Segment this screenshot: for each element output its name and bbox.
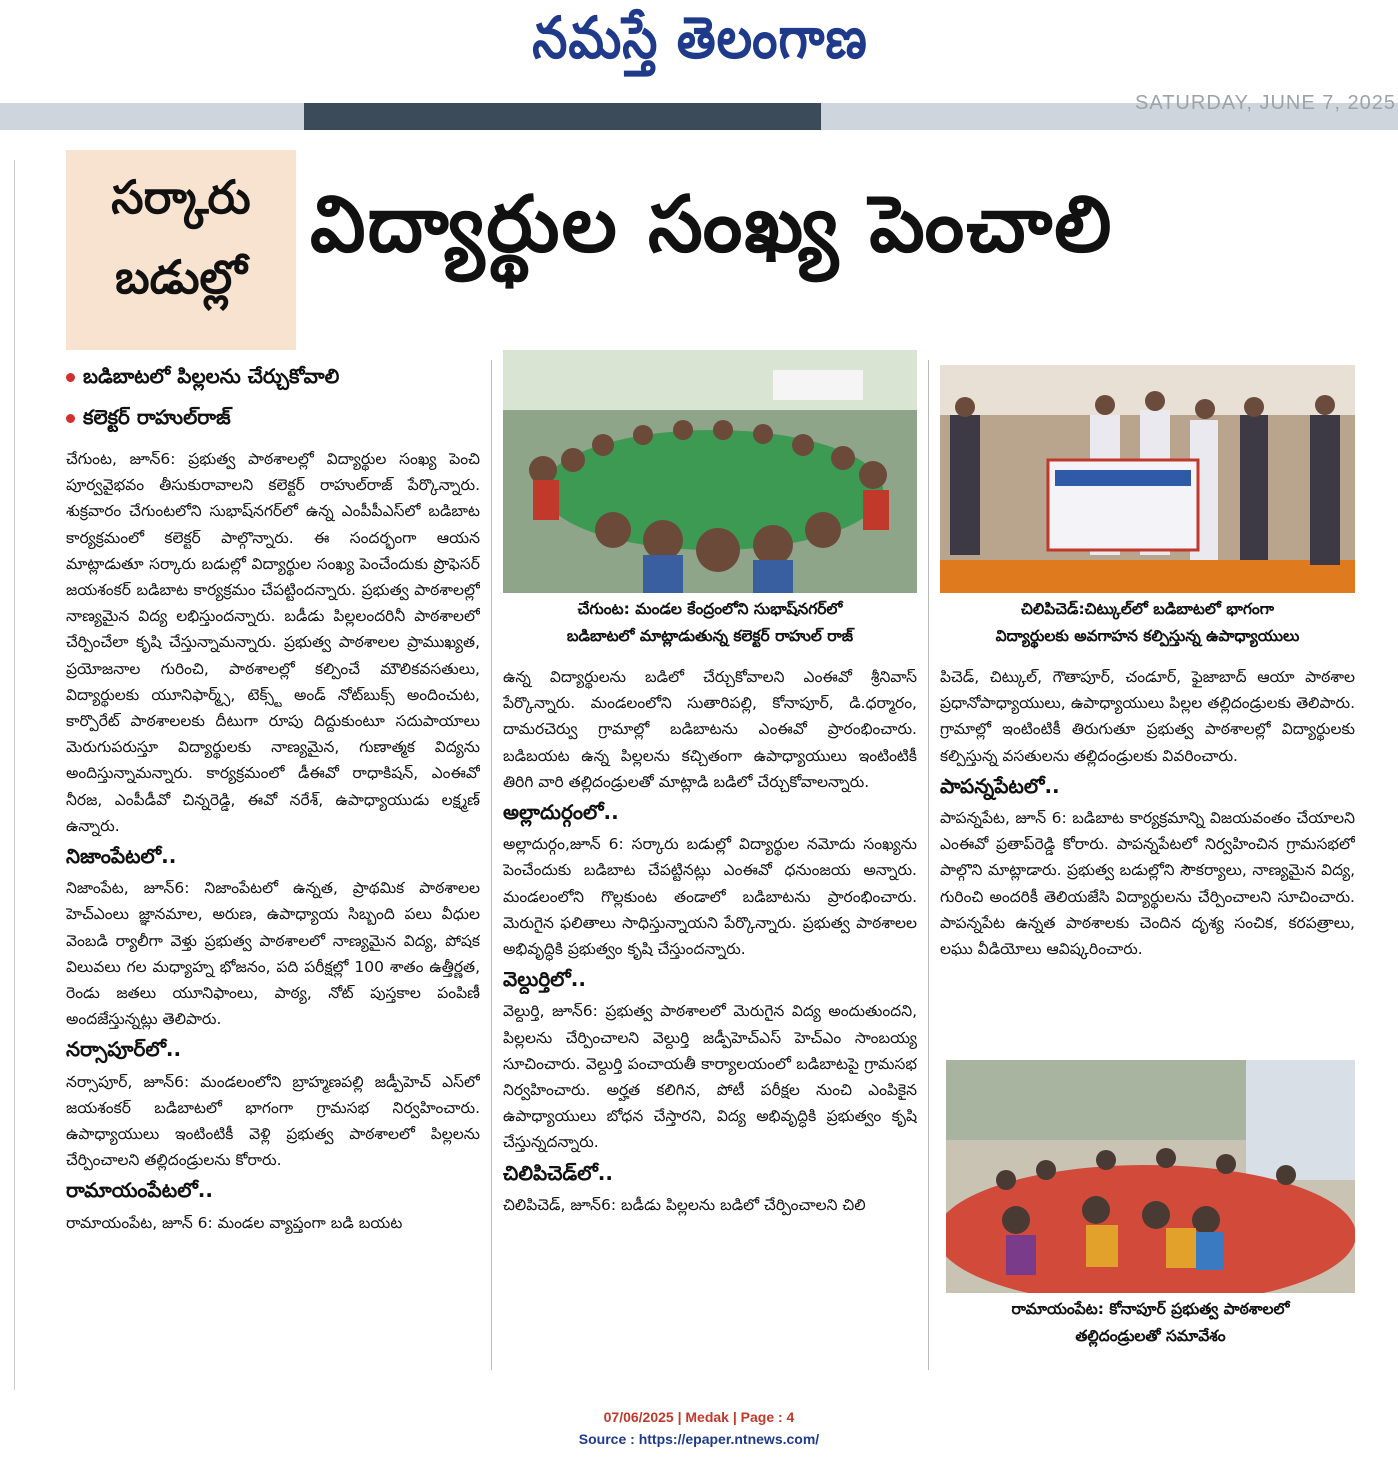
paragraph: నర్సాపూర్, జూన్6: మండలంలోని బ్రాహ్మణపల్లి జడ్పీహెచ్ ఎస్‌లో జయశంకర్ బడిబాటలో భాగంగా గ్రామసభ నిర్వహించారు. ఉపాధ్యాయులు ఇంటింటికీ వెళ్లి ప్రభుత్వ పాఠశాలలో పిల్లలను చేర్పించాలని తల్లిదండ్రులను కోరారు. [66, 1072, 480, 1170]
paragraph: చేగుంట, జూన్6: ప్రభుత్వ పాఠశాలల్లో విద్యార్థుల సంఖ్య పెంచి పూర్వవైభవం తీసుకురావాలని కలెక్టర్ రాహుల్‌రాజ్ పేర్కొన్నారు. శుక్రవారం చేగుంటలోని సుభాష్‌నగర్‌లో ఉన్న ఎంపీపీఎస్‌లో బడిబాట కార్యక్రమంలో కలెక్టర్ పాల్గొన్నారు. ఈ సందర్భంగా ఆయన మాట్లాడుతూ సర్కారు బడుల్లో విద్యార్థుల సంఖ్య పెంచేందుకు ప్రొఫెసర్ జయశంకర్ బడిబాట కార్యక్రమం చేపట్టిందన్నారు. ప్రభుత్వ పాఠశాలల్లో నాణ్యమైన విద్య లభిస్తుందన్నారు. బడీడు పిల్లలందరినీ పాఠశాలలో చేర్పించేలా కృషి చేస్తున్నామన్నారు. ప్రభుత్వ పాఠశాలల ప్రాముఖ్యత, ప్రయోజనాల గురించి, పాఠశాలల్లో కల్పించే మౌలికవసతులు, విద్యార్థులకు యూనిఫార్మ్స్, టెక్స్ట్ అండ్ నోట్‌బుక్స్ అందించుట, కార్పొరేట్ పాఠశాలలకు దీటుగా రూపు దిద్దుకుంటూ సదుపాయాలు మెరుగుపరుస్తూ విద్యార్థులకు నాణ్యమైన, గుణాత్మక విద్యను అందిస్తున్నామన్నారు. కార్యక్రమంలో డీఈవో రాధాకిషన్, ఎంఈవో నీరజ, ఎంపీడీవో చిన్నరెడ్డి, ఈవో నరేశ్, ఉపాధ్యాయుడు లక్ష్మణ్ ఉన్నారు. [66, 450, 480, 835]
column-divider [928, 360, 929, 1370]
section-heading: అల్లాదుర్గంలో.. [503, 800, 619, 825]
edition-date: SATURDAY, JUNE 7, 2025 [1135, 92, 1396, 114]
kicker-line-1: సర్కారు [111, 170, 251, 224]
section-heading: చిలిపిచెడ్‌లో.. [503, 1160, 613, 1185]
bullet-icon [66, 373, 75, 382]
kicker-line-2: బడుల్లో [115, 250, 247, 304]
paragraph: వెల్దుర్తి, జూన్6: ప్రభుత్వ పాఠశాలలో మెరుగైన విద్య అందుతుందని, పిల్లలను చేర్పించాలని వెల్దుర్తి జడ్పీహెచ్‌ఎస్ హెచ్‌ఎం సాంబయ్య సూచించారు. వెల్దుర్తి పంచాయతీ కార్యాలయంలో బడిబాటపై గ్రామసభ నిర్వహించారు. అర్హత కలిగిన, పోటీ పరీక్షల నుంచి ఎంపికైన ఉపాధ్యాయులు బోధన చేస్తారని, విద్య అభివృద్ధికి ప్రభుత్వం కృషి చేస్తున్నదన్నారు. [503, 1002, 917, 1152]
paragraph: అల్లాదుర్గం,జూన్ 6: సర్కారు బడుల్లో విద్యార్థుల నమోదు సంఖ్యను పెంచేందుకు బడిబాట చేపట్టినట్లు ఎంఈవో ధనుంజయ అన్నారు. మండలంలోని గొల్లకుంట తండాలో బడిబాటను ప్రారంభించారు. మెరుగైన ఫలితాలు సాధిస్తున్నాయని పేర్కొన్నారు. ప్రభుత్వ పాఠశాలల అభివృద్ధికి ప్రభుత్వం కృషి చేస్తుందన్నారు. [503, 835, 917, 959]
paragraph: పిచెడ్, చిట్కుల్, గౌతాపూర్, చండూర్, ఫైజాబాద్ ఆయా పాఠశాల ప్రధానోపాధ్యాయులు, ఉపాధ్యాయులు పిల్లల తల్లిదండ్రులకు తెలిపారు. గ్రామాల్లో ఇంటింటికీ తిరుగుతూ ప్రభుత్వ పాఠశాలల్లో విద్యార్థులకు కల్పిస్తున్న వసతులను తల్లిదండ్రులకు వివరించారు. [940, 668, 1355, 765]
photo-caption: చేగుంట: మండల కేంద్రంలోని సుభాష్‌నగర్‌లో బడిబాటలో మాట్లాడుతున్న కలెక్టర్ రాహుల్ రాజ్ [566, 600, 854, 645]
photo-chegunta [503, 350, 917, 593]
section-heading: రామాయంపేటలో.. [66, 1178, 213, 1203]
paragraph: నిజాంపేట, జూన్6: నిజాంపేటలో ఉన్నత, ప్రాథమిక పాఠశాలల హెచ్‌ఎంలు జ్ఞానమాల, అరుణ, ఉపాధ్యాయ సిబ్బంది పలు వీధుల వెంబడి ర్యాలీగా వెళ్తు ప్రభుత్వ పాఠశాలలో నాణ్యమైన విద్య, పోషక విలువలు గల మధ్యాహ్న భోజనం, పది పరీక్షల్లో 100 శాతం ఉత్తీర్ణత, రెండు జతలు యూనిఫాంలు, పాఠ్య, నోట్ పుస్తకాల పంపిణీ అందజేస్తున్నట్లు తెలిపారు. [66, 879, 480, 1029]
photo-caption: రామాయంపేట: కోనాపూర్ ప్రభుత్వ పాఠశాలలో తల్లిదండ్రులతో సమావేశం [1011, 1300, 1290, 1345]
section-heading: నిజాంపేటలో.. [66, 844, 177, 869]
article-column-3 [940, 664, 1355, 1054]
paragraph: చిలిపిచెడ్, జూన్6: బడీడు పిల్లలను బడిలో చేర్పించాలని చిలి [503, 1195, 866, 1214]
paragraph: ఉన్న విద్యార్థులను బడిలో చేర్చుకోవాలని ఎంఈవో శ్రీనివాస్ పేర్కొన్నారు. మండలంలోని సుతారిపల్లి, కోనాపూర్, డి.ధర్మారం, దామరచెర్వు గ్రామాల్లో బడిబాటను ఎంఈవో ప్రారంభించారు. బడిబయట ఉన్న పిల్లలను కచ్చితంగా ఉపాధ్యాయులు ఇంటింటికీ తిరిగి వారి తల్లిదండ్రులతో మాట్లాడి బడిలో చేర్చుకోవాలన్నారు. [503, 668, 917, 791]
column-divider [491, 360, 492, 1370]
headline: విద్యార్థుల సంఖ్య పెంచాలి [310, 180, 1114, 270]
masthead [0, 0, 1398, 100]
photo-ramayampet [946, 1060, 1355, 1293]
section-heading: వెల్దుర్తిలో.. [503, 967, 586, 992]
article-column-2 [503, 664, 917, 1364]
article-column-1 [66, 446, 480, 1366]
photo-caption: చిలిపిచెడ్:చిట్కుల్‌లో బడిబాటలో భాగంగా విద్యార్థులకు అవగాహన కల్పిస్తున్న ఉపాధ్యాయులు [995, 600, 1300, 645]
footer-edition-info: 07/06/2025 | Medak | Page : 4 [603, 1409, 795, 1425]
sub-headline: బడిబాటలో పిల్లలను చేర్చుకోవాలి [66, 364, 486, 393]
sub-headlines [66, 364, 486, 446]
bullet-icon [66, 414, 75, 423]
headline-kicker [66, 150, 296, 350]
section-heading: నర్సాపూర్‌లో.. [66, 1037, 182, 1062]
header-bar-accent [304, 103, 821, 130]
sub-headline: కలెక్టర్ రాహుల్‌రాజ్ [66, 405, 486, 434]
footer-source[interactable]: Source : https://epaper.ntnews.com/ [578, 1431, 820, 1447]
photo-chilipiched [940, 365, 1355, 593]
section-heading: పాపన్నపేటలో.. [940, 773, 1060, 798]
paragraph: పాపన్నపేట, జూన్ 6: బడిబాట కార్యక్రమాన్ని విజయవంతం చేయాలని ఎంఈవో ప్రతాప్‌రెడ్డి కోరారు. పాపన్నపేటలో నిర్వహించిన గ్రామసభలో పాల్గొని మాట్లాడారు. ప్రభుత్వ బడుల్లోని సౌకర్యాలు, నాణ్యమైన విద్య, గురించి అందరికీ తెలియజేసి విద్యార్థులను చేర్పించాలని సూచించారు. పాపన్నపేట ఉన్నత పాఠశాలకు చెందిన దృశ్య సంచిక, కరపత్రాలు, లఘు వీడియోలు ఆవిష్కరించారు. [940, 809, 1355, 959]
newspaper-logo: నమస్తే తెలంగాణ [532, 4, 868, 72]
footer [0, 1406, 1398, 1450]
paragraph: రామాయంపేట, జూన్ 6: మండల వ్యాప్తంగా బడి బయట [66, 1213, 403, 1232]
